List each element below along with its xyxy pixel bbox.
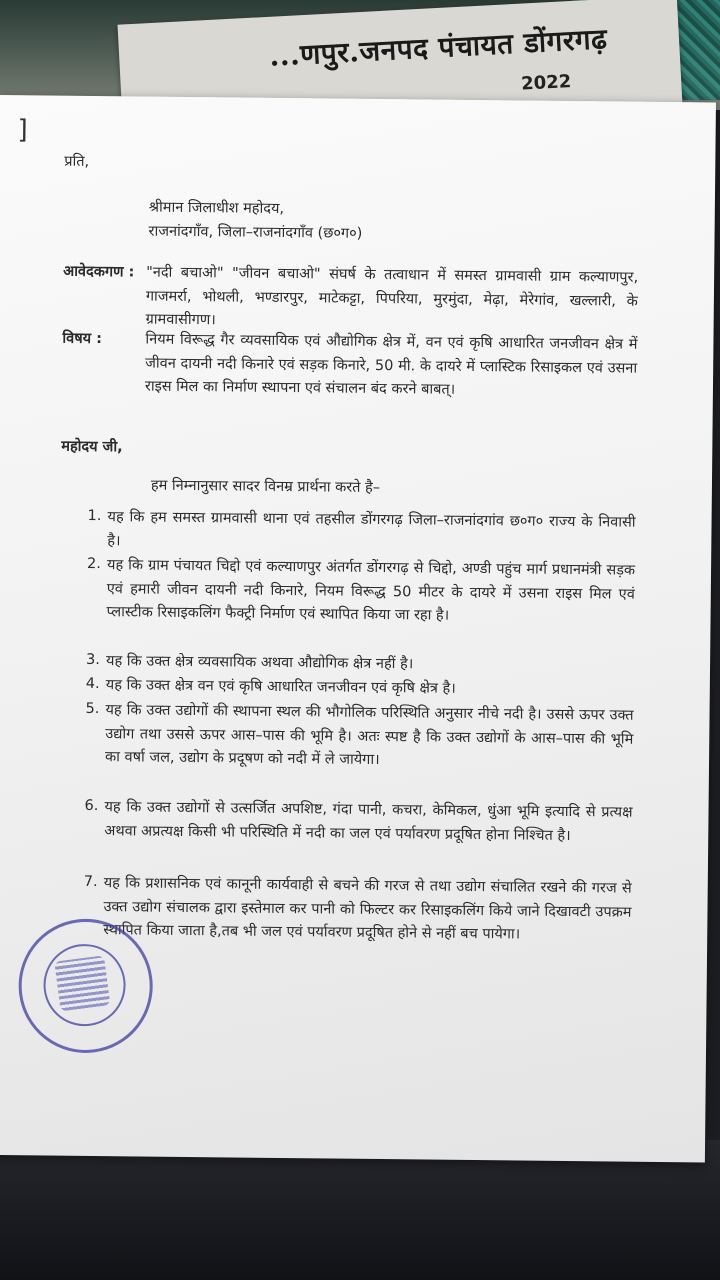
- subject-label: विषय :: [62, 330, 103, 348]
- point-number: 7.: [83, 873, 98, 891]
- seal-emblem: [54, 955, 110, 1011]
- recipient-line-1: श्रीमान जिलाधीश महोदय,: [148, 199, 285, 217]
- background-document-year: 2022: [520, 71, 572, 95]
- intro-line: हम निम्नानुसार सादर विनम्र प्रार्थना करते है–: [150, 477, 381, 497]
- point-text: यह कि प्रशासनिक एवं कानूनी कार्यवाही से बचने की गरज से तथा उद्योग संचालित रखने की गरज से उक्त उद्योग संचालक द्वारा इस्तेमाल कर पानी को फिल्टर कर रिसाइकलिंग किये जाने दिखावटी उपक्रम स्थापित किया जाता है,तब भी जल एवं पर्यावरण प्रदूषित होने से नहीं बच पायेगा।: [103, 875, 632, 943]
- margin-mark: ]: [17, 115, 28, 146]
- point-text: यह कि उक्त उद्योगों की स्थापना स्थल की भौगोलिक परिस्थिति अनुसार नीचे नदी है। उससे ऊपर उक्त उद्योग तथा उससे ऊपर आस–पास की भूमि है। अतः स्पष्ट है कि उक्त उद्योगों के आस–पास की भूमि का वर्षा जल, उद्योग के प्रदूषण को नदी में ले जायेगा।: [104, 702, 634, 769]
- point-text: यह कि हम समस्त ग्रामवासी थाना एवं तहसील डोंगरगढ़ जिला–राजनांदगांव छ०ग० राज्य के निवासी है।: [107, 509, 636, 549]
- recipient-line-2: राजनांदगाँव, जिला–राजनांदगाँव (छ०ग०): [148, 223, 363, 242]
- point-text: यह कि ग्राम पंचायत चिद्दो एवं कल्याणपुर अंतर्गत डोंगरगढ़ से चिद्दो, अण्डी पहुंच मार्ग प्रधानमंत्री सड़क एवं हमारी जीवन दायनी नदी किनारे, नियम विरूद्ध 50 मीटर के दायरे में उसना राइस मिल एवं प्लास्टीक रिसाइकलिंग फैक्ट्री निर्माण एवं स्थापित किया जा रहा है।: [106, 557, 636, 624]
- applicants-label: आवेदकगण :: [63, 263, 135, 281]
- point-number: 6.: [84, 797, 99, 815]
- point-text: यह कि उक्त उद्योगों से उत्सर्जित अपशिष्ट, गंदा पानी, कचरा, केमिकल, धुंआ भूमि इत्यादि से प्रत्यक्ष अथवा अप्रत्यक्ष किसी भी परिस्थिति में नदी का जल एवं पर्यावरण प्रदूषित होना निश्चित है।: [104, 799, 633, 844]
- point-number: 4.: [85, 675, 100, 693]
- subject-text: नियम विरूद्ध गैर व्यवसायिक एवं औद्योगिक क्षेत्र में, वन एवं कृषि आधारित जनजीवन क्षेत्र में जीवन दायनी नदी किनारे एवं सड़क किनारे, 50 मी. के दायरे में प्लास्टिक रिसाइकल एवं उसना राइस मिल का निर्माण स्थापना एवं संचालन बंद करने बाबत्।: [144, 331, 638, 398]
- point-number: 5.: [85, 700, 100, 718]
- point-number: 2.: [87, 555, 102, 573]
- background-document-header: ...णपुर.जनपद पंचायत डोंगरगढ़: [268, 22, 609, 73]
- point-number: 1.: [87, 507, 102, 525]
- point-text: यह कि उक्त क्षेत्र व्यवसायिक अथवा औद्योगिक क्षेत्र नहीं है।: [105, 653, 414, 673]
- prati: प्रति,: [64, 153, 90, 170]
- point-text: यह कि उक्त क्षेत्र वन एवं कृषि आधारित जनजीवन एवं कृषि क्षेत्र है।: [105, 677, 456, 697]
- point-number: 3.: [86, 651, 101, 669]
- applicants-text: "नदी बचाओ" "जीवन बचाओ" संघर्ष के तत्वाधान में समस्त ग्रामवासी ग्राम कल्याणपुर, गाजमर्रा, भोथली, भण्डारपुर, माटेकट्टा, पिपरिया, मुरमुंदा, मेढ़ा, मेरेगांव, खल्लारी, के ग्रामवासीगण।: [145, 264, 639, 329]
- letter-page: [0, 95, 716, 1162]
- salutation: महोदय जी,: [61, 438, 123, 456]
